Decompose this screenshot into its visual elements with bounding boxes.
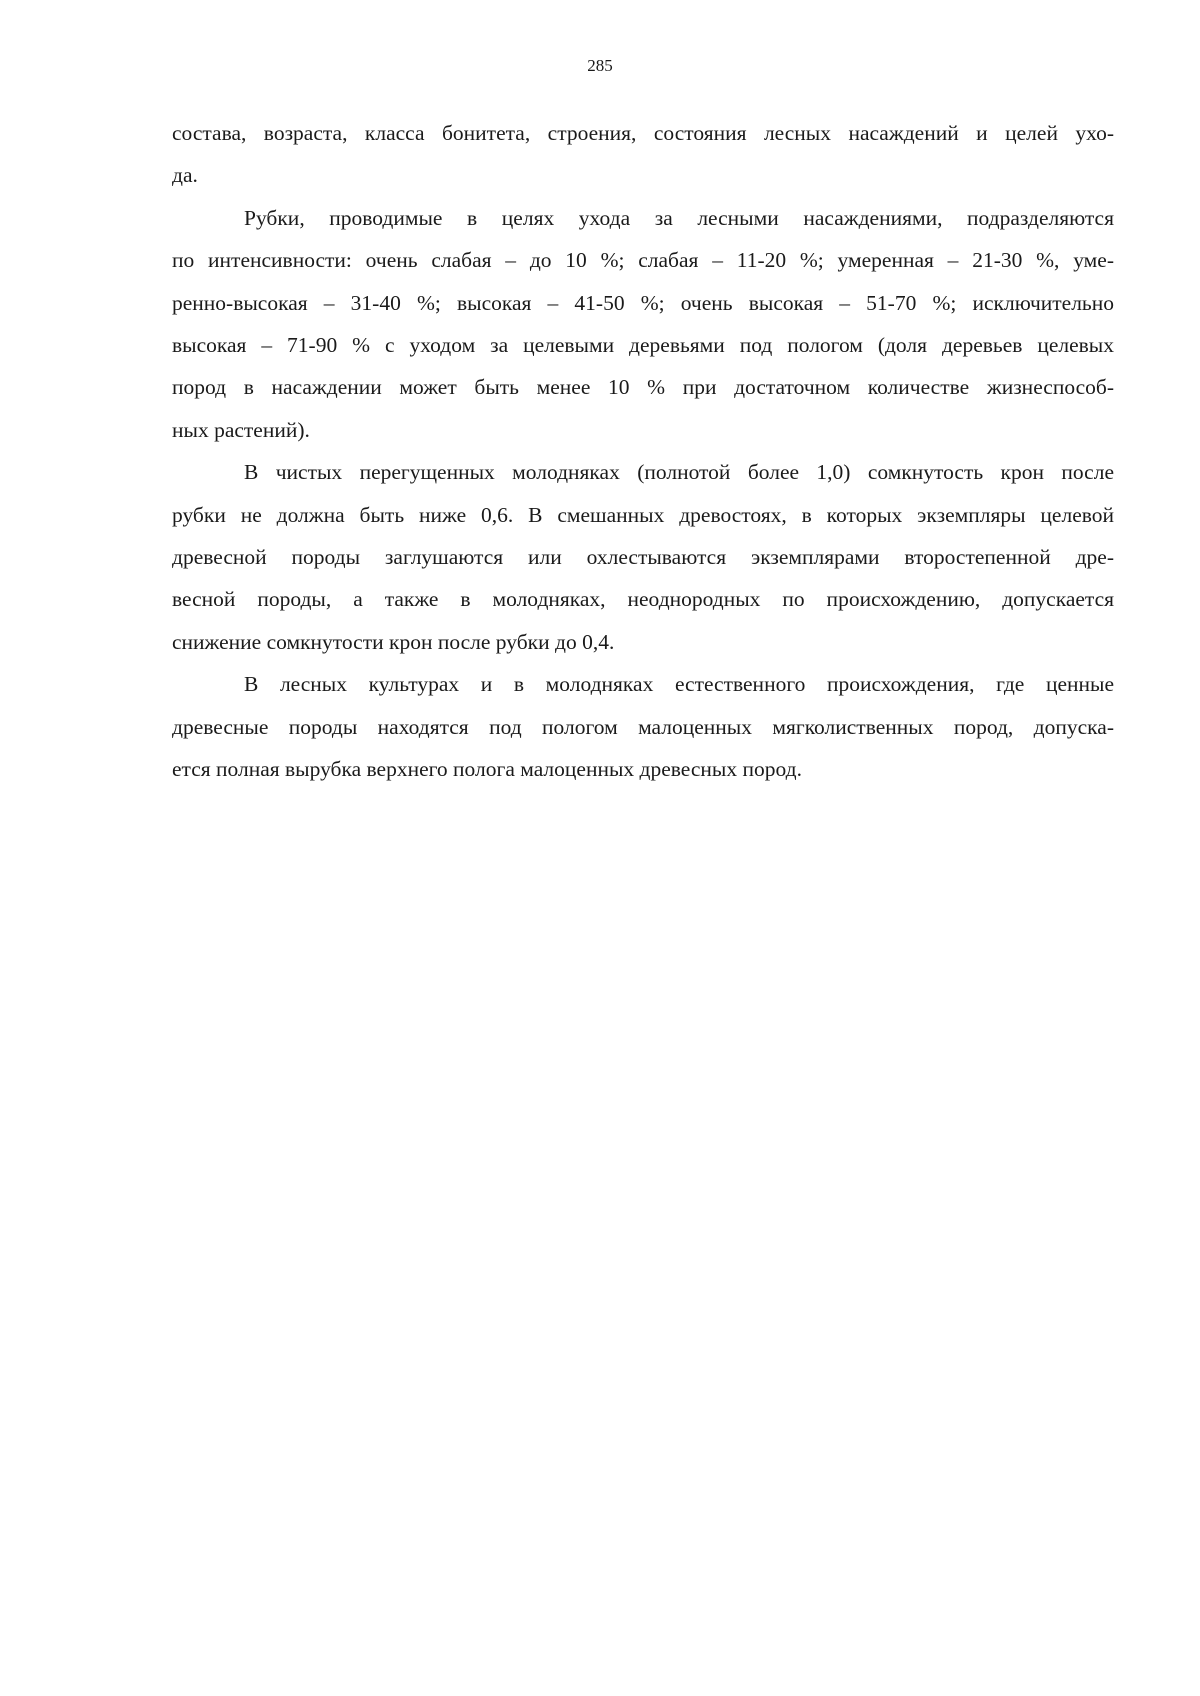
paragraph-3 xyxy=(172,451,1114,663)
text-line: ренно-высокая – 31-40 %; высокая – 41-50 %; очень высокая – 51-70 %; исключительно xyxy=(172,290,1114,315)
paragraph-2 xyxy=(172,197,1114,451)
paragraph-4 xyxy=(172,663,1114,790)
text-line: состава, возраста, класса бонитета, строения, состояния лесных насаждений и целей ухо- xyxy=(172,121,1114,145)
text-line: древесной породы заглушаются или охлестываются экземплярами второстепенной дре- xyxy=(172,545,1114,570)
text-line: В чистых перегущенных молодняках (полнотой более 1,0) сомкнутость крон после xyxy=(244,460,1114,485)
text-line: пород в насаждении может быть менее 10 % при достаточном количестве жизнеспособ- xyxy=(172,375,1114,400)
page-number: 285 xyxy=(587,56,613,75)
text-line: В лесных культурах и в молодняках естественного происхождения, где ценные xyxy=(244,672,1114,697)
text-line: да. xyxy=(172,163,198,188)
text-line: весной породы, а также в молодняках, неоднородных по происхождению, допускается xyxy=(172,587,1114,612)
document-body xyxy=(172,112,1114,791)
text-line: Рубки, проводимые в целях ухода за лесными насаждениями, подразделяются xyxy=(244,205,1114,230)
text-line: снижение сомкнутости крон после рубки до 0,4. xyxy=(172,629,615,654)
text-line: древесные породы находятся под пологом малоценных мягколиственных пород, допуска- xyxy=(172,714,1114,739)
text-line: высокая – 71-90 % с уходом за целевыми деревьями под пологом (доля деревьев целевых xyxy=(172,333,1114,358)
paragraph-1 xyxy=(172,112,1114,197)
text-line: ных растений). xyxy=(172,417,310,442)
text-line: рубки не должна быть ниже 0,6. В смешанных древостоях, в которых экземпляры целевой xyxy=(172,502,1114,527)
text-line: ется полная вырубка верхнего полога малоценных древесных пород. xyxy=(172,757,802,782)
text-line: по интенсивности: очень слабая – до 10 %; слабая – 11-20 %; умеренная – 21-30 %, уме- xyxy=(172,248,1114,273)
